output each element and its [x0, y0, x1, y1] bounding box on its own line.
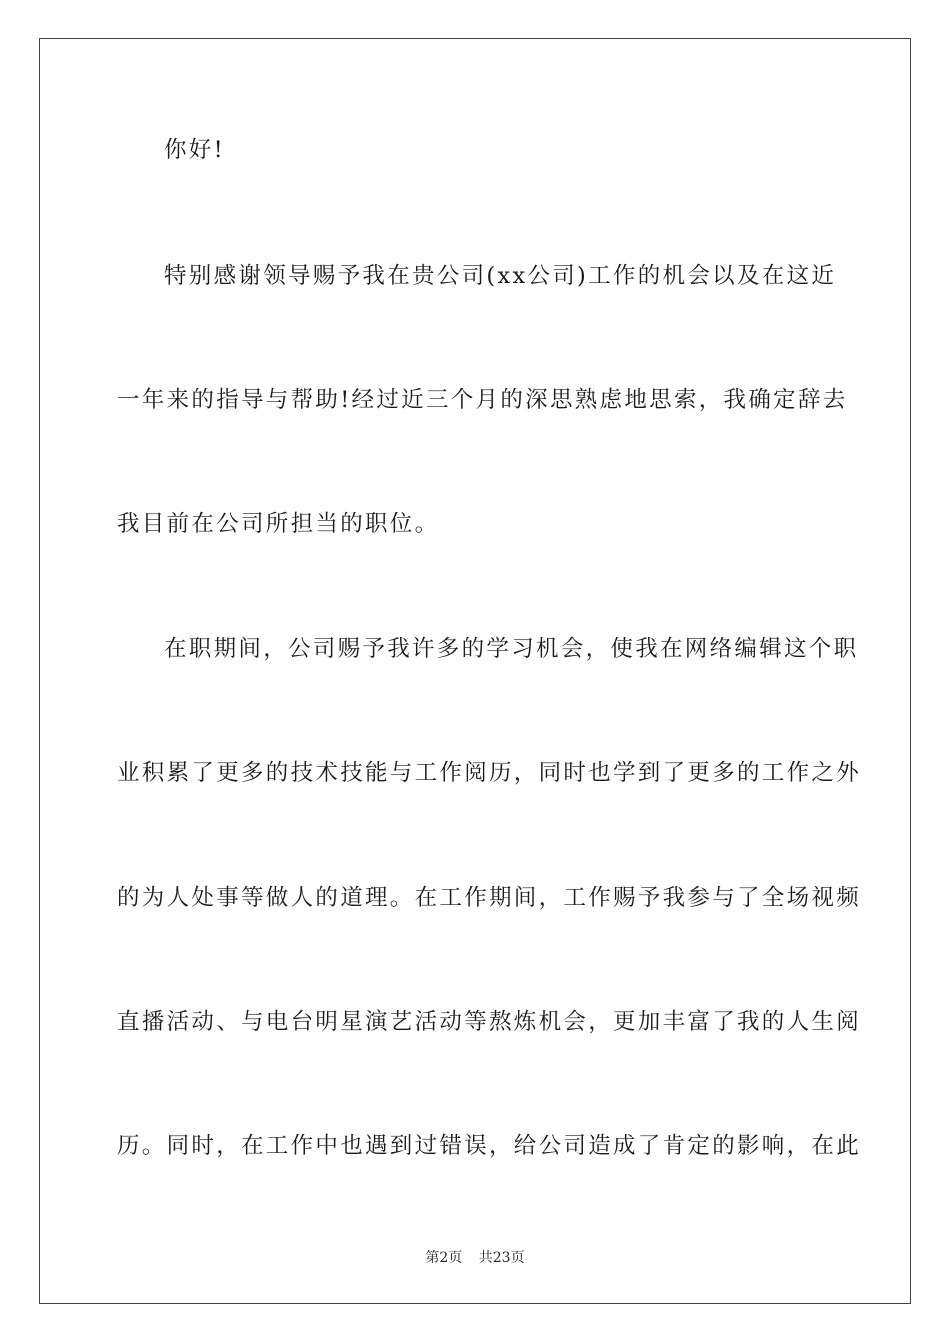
paragraph-line: 业积累了更多的技术技能与工作阅历，同时也学到了更多的工作之外 [117, 760, 862, 786]
page-number: 第2页 [425, 1250, 463, 1266]
paragraph-line: 的为人处事等做人的道理。在工作期间，工作赐予我参与了全场视频 [117, 885, 862, 911]
paragraph-line: 我目前在公司所担当的职位。 [117, 511, 440, 537]
page-border [39, 38, 911, 1304]
paragraph-line: 在职期间，公司赐予我许多的学习机会，使我在网络编辑这个职 [164, 636, 859, 662]
page-footer [0, 1247, 950, 1267]
paragraph-line: 直播活动、与电台明星演艺活动等熬炼机会，更加丰富了我的人生阅 [117, 1009, 862, 1035]
greeting-line: 你好! [164, 137, 225, 163]
paragraph-line: 历。同时，在工作中也遇到过错误，给公司造成了肯定的影响，在此 [117, 1133, 862, 1159]
paragraph-line: 特别感谢领导赐予我在贵公司(xx公司)工作的机会以及在这近 [164, 263, 837, 289]
total-pages: 共23页 [478, 1250, 525, 1266]
paragraph-line: 一年来的指导与帮助!经过近三个月的深思熟虑地思索，我确定辞去 [117, 387, 848, 413]
